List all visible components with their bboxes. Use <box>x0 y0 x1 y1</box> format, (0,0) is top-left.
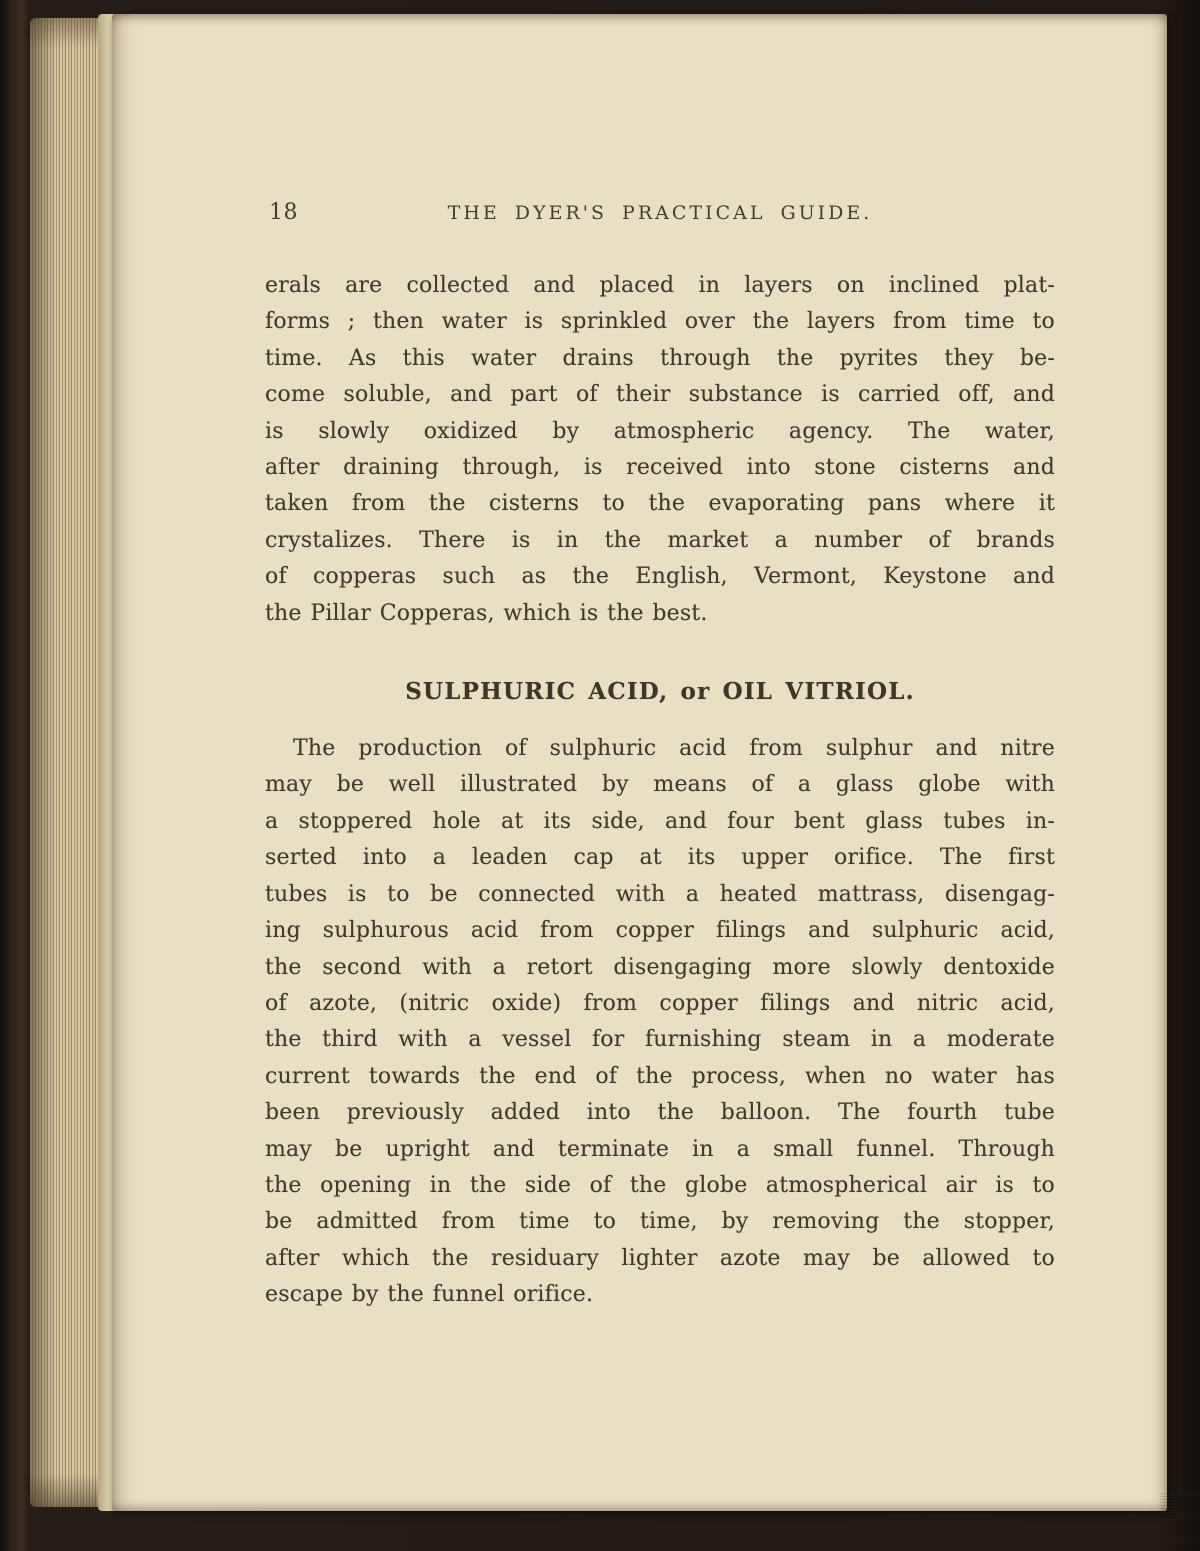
text-line: a stoppered hole at its side, and four bent glass tubes in- <box>265 808 1055 834</box>
book-spine <box>0 0 30 1551</box>
page-header <box>265 202 1055 232</box>
text-line: time. As this water drains through the pyrites they be- <box>265 345 1055 371</box>
text-line: the Pillar Copperas, which is the best. <box>265 600 708 626</box>
text-line: ing sulphurous acid from copper filings and sulphuric acid, <box>265 918 1055 944</box>
text-line: may be well illustrated by means of a glass globe with <box>265 772 1055 798</box>
paragraph <box>265 731 1055 1314</box>
text-line: be admitted from time to time, by removing the stopper, <box>265 1209 1055 1235</box>
text-line: of copperas such as the English, Vermont, Keystone and <box>265 564 1055 590</box>
page-number: 18 <box>269 200 298 225</box>
text-line: the third with a vessel for furnishing steam in a moderate <box>265 1027 1055 1053</box>
text-line: erals are collected and placed in layers on inclined plat- <box>265 273 1055 298</box>
paragraph <box>265 268 1055 632</box>
text-line: after which the residuary lighter azote may be allowed to <box>265 1245 1055 1271</box>
section-heading: SULPHURIC ACID, or OIL VITRIOL. <box>405 678 915 706</box>
text-line: the second with a retort disengaging more slowly dentoxide <box>265 954 1055 980</box>
text-line: serted into a leaden cap at its upper orifice. The first <box>265 845 1055 871</box>
text-line: is slowly oxidized by atmospheric agency. The water, <box>265 418 1055 444</box>
text-line: forms ; then water is sprinkled over the layers from time to <box>265 309 1055 335</box>
text-line: of azote, (nitric oxide) from copper filings and nitric acid, <box>265 990 1055 1016</box>
text-line: tubes is to be connected with a heated mattrass, disengag- <box>265 881 1055 907</box>
text-line: come soluble, and part of their substance is carried off, and <box>265 382 1055 408</box>
text-line: The production of sulphuric acid from sulphur and nitre <box>293 736 1055 762</box>
page-edge-stack <box>30 18 98 1507</box>
book-page <box>112 14 1167 1511</box>
text-line: taken from the cisterns to the evaporating pans where it <box>265 491 1055 517</box>
page-body <box>265 268 1055 1314</box>
text-line: after draining through, is received into stone cisterns and <box>265 455 1055 481</box>
text-line: been previously added into the balloon. The fourth tube <box>265 1100 1055 1126</box>
text-line: current towards the end of the process, when no water has <box>265 1063 1055 1089</box>
cover-cloth-texture <box>1160 1491 1200 1551</box>
text-line: may be upright and terminate in a small funnel. Through <box>265 1136 1055 1162</box>
text-line: escape by the funnel orifice. <box>265 1282 594 1308</box>
running-header: THE DYER'S PRACTICAL GUIDE. <box>447 202 873 224</box>
text-line: crystalizes. There is in the market a number of brands <box>265 527 1055 553</box>
text-line: the opening in the side of the globe atmospherical air is to <box>265 1172 1055 1198</box>
